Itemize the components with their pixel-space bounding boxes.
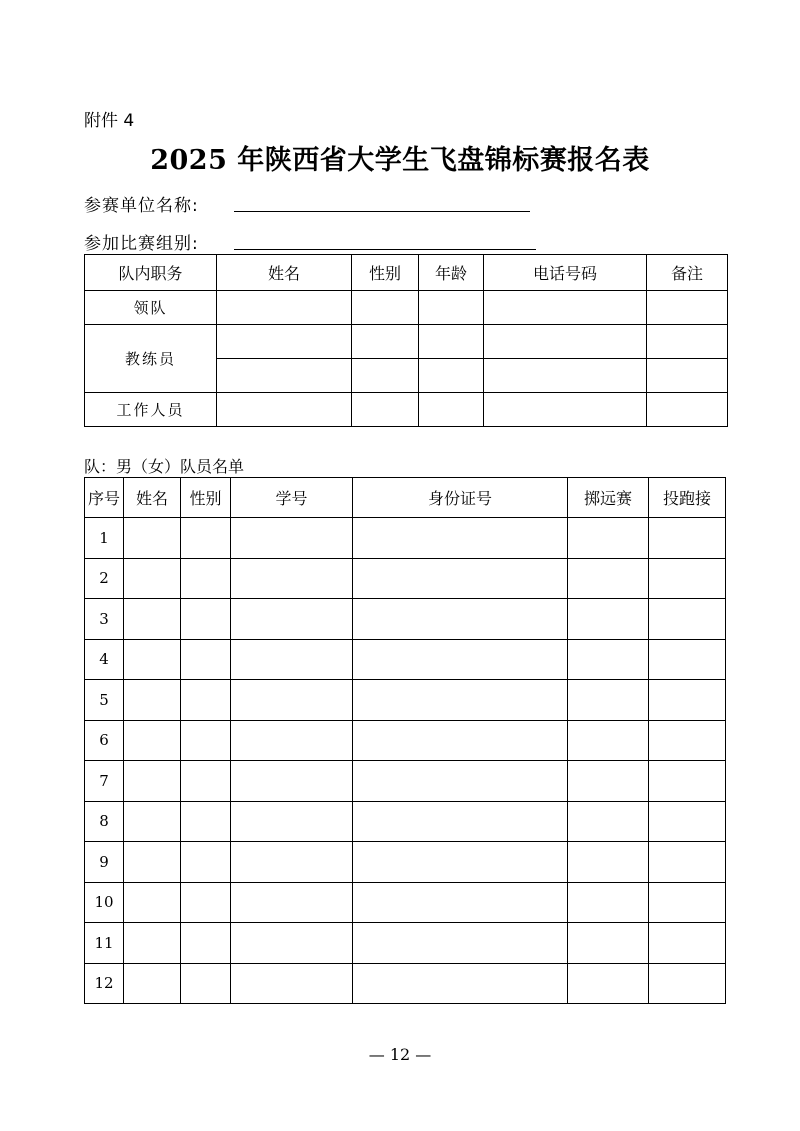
header-seq: 序号 (85, 478, 124, 518)
cell[interactable] (353, 923, 568, 964)
cell[interactable] (231, 963, 353, 1004)
cell[interactable] (231, 680, 353, 721)
cell[interactable] (124, 761, 181, 802)
header-throw-run-catch: 投跑接 (649, 478, 726, 518)
table-row (85, 963, 726, 1004)
cell[interactable] (181, 558, 231, 599)
cell[interactable] (647, 359, 728, 393)
header-phone: 电话号码 (484, 255, 647, 291)
cell[interactable] (181, 761, 231, 802)
cell[interactable] (124, 680, 181, 721)
cell[interactable] (649, 923, 726, 964)
cell[interactable] (353, 963, 568, 1004)
cell[interactable] (124, 599, 181, 640)
row-number: 8 (85, 801, 124, 842)
cell[interactable] (353, 761, 568, 802)
cell[interactable] (352, 359, 419, 393)
cell[interactable] (568, 761, 649, 802)
cell[interactable] (353, 801, 568, 842)
cell[interactable] (181, 882, 231, 923)
cell[interactable] (217, 291, 352, 325)
cell[interactable] (352, 291, 419, 325)
group-label: 参加比赛组别: (84, 234, 199, 254)
table-row (85, 720, 726, 761)
cell[interactable] (231, 923, 353, 964)
header-gender: 性别 (181, 478, 231, 518)
cell[interactable] (181, 639, 231, 680)
attachment-label: 附件 4 (84, 111, 135, 131)
cell[interactable] (568, 720, 649, 761)
cell[interactable] (181, 680, 231, 721)
table-row (85, 882, 726, 923)
header-age: 年龄 (419, 255, 484, 291)
cell[interactable] (649, 842, 726, 883)
table-row (85, 599, 726, 640)
cell[interactable] (647, 325, 728, 359)
cell[interactable] (181, 842, 231, 883)
roster-table (84, 477, 726, 1004)
roster-caption: 队：男（女）队员名单 (84, 457, 245, 476)
staff-header-row (85, 255, 728, 291)
cell[interactable] (124, 720, 181, 761)
cell[interactable] (568, 801, 649, 842)
cell[interactable] (124, 639, 181, 680)
header-name: 姓名 (124, 478, 181, 518)
cell[interactable] (484, 325, 647, 359)
row-number: 5 (85, 680, 124, 721)
row-number: 3 (85, 599, 124, 640)
cell[interactable] (352, 325, 419, 359)
cell[interactable] (217, 325, 352, 359)
table-row (85, 801, 726, 842)
cell[interactable] (217, 393, 352, 427)
staff-table (84, 254, 728, 427)
cell[interactable] (484, 393, 647, 427)
cell[interactable] (124, 518, 181, 559)
cell[interactable] (484, 291, 647, 325)
unit-name-field (84, 191, 199, 215)
cell[interactable] (181, 801, 231, 842)
cell[interactable] (568, 558, 649, 599)
cell[interactable] (353, 639, 568, 680)
cell[interactable] (231, 518, 353, 559)
cell[interactable] (124, 801, 181, 842)
cell[interactable] (419, 393, 484, 427)
header-distance-throw: 掷远赛 (568, 478, 649, 518)
cell[interactable] (353, 882, 568, 923)
row-number: 1 (85, 518, 124, 559)
cell[interactable] (231, 801, 353, 842)
row-number: 6 (85, 720, 124, 761)
cell[interactable] (217, 359, 352, 393)
table-row (85, 842, 726, 883)
unit-name-label: 参赛单位名称: (84, 196, 199, 216)
cell[interactable] (649, 558, 726, 599)
cell[interactable] (649, 639, 726, 680)
cell[interactable] (124, 963, 181, 1004)
row-number: 7 (85, 761, 124, 802)
cell[interactable] (231, 558, 353, 599)
table-row (85, 518, 726, 559)
table-row (85, 558, 726, 599)
row-number: 4 (85, 639, 124, 680)
cell[interactable] (649, 963, 726, 1004)
cell[interactable] (568, 639, 649, 680)
roster-header-row (85, 478, 726, 518)
cell[interactable] (124, 558, 181, 599)
page-number: — 12 — (368, 1045, 432, 1064)
cell[interactable] (353, 558, 568, 599)
cell[interactable] (647, 291, 728, 325)
cell[interactable] (647, 393, 728, 427)
cell[interactable] (231, 599, 353, 640)
staff-row-staff (85, 393, 728, 427)
unit-name-blank[interactable] (234, 211, 530, 212)
cell[interactable] (649, 720, 726, 761)
cell[interactable] (419, 359, 484, 393)
cell[interactable] (568, 599, 649, 640)
table-row (85, 923, 726, 964)
cell[interactable] (231, 639, 353, 680)
cell[interactable] (353, 680, 568, 721)
cell[interactable] (568, 842, 649, 883)
cell[interactable] (124, 923, 181, 964)
staff-row-leader (85, 291, 728, 325)
cell[interactable] (181, 963, 231, 1004)
cell[interactable] (649, 599, 726, 640)
cell[interactable] (124, 882, 181, 923)
group-field (84, 229, 199, 253)
cell[interactable] (352, 393, 419, 427)
role-leader: 领队 (85, 291, 217, 325)
cell[interactable] (231, 842, 353, 883)
table-row (85, 761, 726, 802)
header-id-number: 身份证号 (353, 478, 568, 518)
cell[interactable] (231, 882, 353, 923)
row-number: 9 (85, 842, 124, 883)
cell[interactable] (124, 842, 181, 883)
cell[interactable] (231, 720, 353, 761)
cell[interactable] (181, 923, 231, 964)
cell[interactable] (353, 518, 568, 559)
cell[interactable] (181, 720, 231, 761)
table-row (85, 639, 726, 680)
header-student-id: 学号 (231, 478, 353, 518)
table-row (85, 680, 726, 721)
header-gender: 性别 (352, 255, 419, 291)
cell[interactable] (568, 963, 649, 1004)
row-number: 2 (85, 558, 124, 599)
row-number: 12 (85, 963, 124, 1004)
cell[interactable] (568, 923, 649, 964)
row-number: 10 (85, 882, 124, 923)
header-name: 姓名 (217, 255, 352, 291)
cell[interactable] (649, 801, 726, 842)
form-title: 2025 年陕西省大学生飞盘锦标赛报名表 (150, 145, 650, 176)
cell[interactable] (419, 291, 484, 325)
group-blank[interactable] (234, 249, 536, 250)
cell[interactable] (181, 518, 231, 559)
cell[interactable] (568, 882, 649, 923)
cell[interactable] (231, 761, 353, 802)
cell[interactable] (353, 720, 568, 761)
role-coach: 教练员 (85, 325, 217, 393)
cell[interactable] (353, 599, 568, 640)
header-role: 队内职务 (85, 255, 217, 291)
cell[interactable] (649, 518, 726, 559)
cell[interactable] (649, 761, 726, 802)
cell[interactable] (181, 599, 231, 640)
header-remarks: 备注 (647, 255, 728, 291)
role-staff: 工作人员 (85, 393, 217, 427)
row-number: 11 (85, 923, 124, 964)
cell[interactable] (568, 518, 649, 559)
cell[interactable] (568, 680, 649, 721)
cell[interactable] (353, 842, 568, 883)
cell[interactable] (649, 882, 726, 923)
cell[interactable] (649, 680, 726, 721)
cell[interactable] (484, 359, 647, 393)
staff-row-coach (85, 325, 728, 359)
cell[interactable] (419, 325, 484, 359)
